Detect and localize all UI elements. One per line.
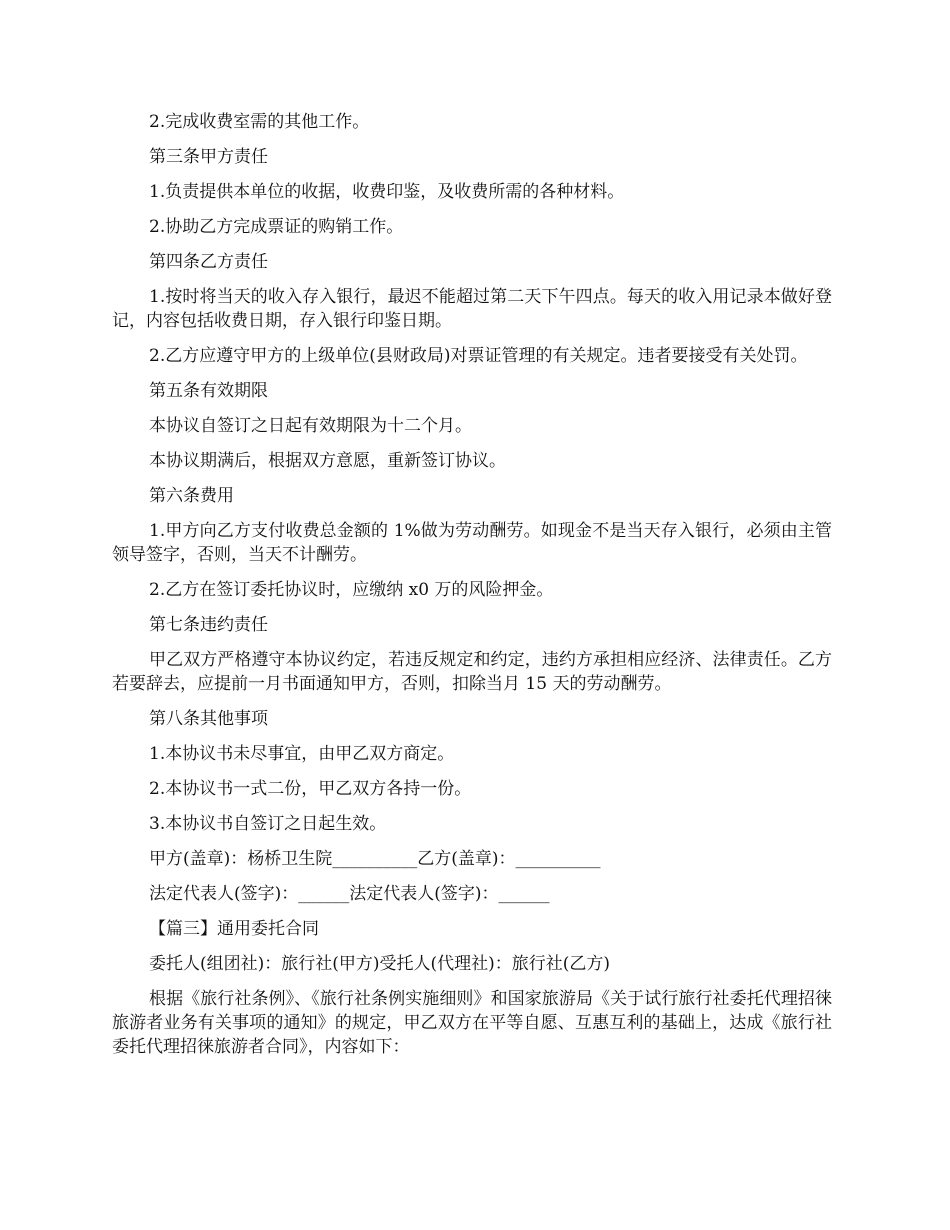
signature-line: 法定代表人(签字)：______法定代表人(签字)：______ — [149, 884, 550, 904]
paragraph: 1.负责提供本单位的收据，收费印鉴，及收费所需的各种材料。 — [149, 182, 625, 202]
section-heading: 第八条其他事项 — [149, 709, 268, 729]
section-heading: 第七条违约责任 — [149, 615, 268, 635]
paragraph: 3.本协议书自签订之日起生效。 — [149, 814, 387, 834]
section-heading: 第六条费用 — [149, 486, 234, 506]
section-heading: 第三条甲方责任 — [149, 147, 268, 167]
paragraph: 2.协助乙方完成票证的购销工作。 — [149, 217, 404, 237]
paragraph: 2.乙方应遵守甲方的上级单位(县财政局)对票证管理的有关规定。违者要接受有关处罚。 — [149, 346, 808, 366]
paragraph: 本协议自签订之日起有效期限为十二个月。 — [149, 416, 472, 436]
section-title: 【篇三】通用委托合同 — [149, 919, 319, 939]
section-heading: 第五条有效期限 — [149, 381, 268, 401]
paragraph: 2.乙方在签订委托协议时，应缴纳 x0 万的风险押金。 — [149, 580, 554, 600]
paragraph: 1.甲方向乙方支付收费总金额的 1%做为劳动酬劳。如现金不是当天存入银行，必须由主管领导签字，否则，当天不计酬劳。 — [112, 521, 832, 565]
signature-line: 甲方(盖章)：杨桥卫生院__________乙方(盖章)：__________ — [149, 849, 601, 869]
paragraph: 根据《旅行社条例》、《旅行社条例实施细则》和国家旅游局《关于试行旅行社委托代理招徕旅游者业务有关事项的通知》的规定，甲乙双方在平等自愿、互惠互利的基础上，达成《旅行社委托代理招徕旅游者合同》，内容如下： — [112, 989, 832, 1057]
paragraph: 2.本协议书一式二份，甲乙双方各持一份。 — [149, 779, 472, 799]
parties-line: 委托人(组团社)：旅行社(甲方)受托人(代理社)：旅行社(乙方) — [149, 954, 611, 974]
document-body — [112, 110, 832, 1070]
paragraph: 甲乙双方严格遵守本协议约定，若违反规定和约定，违约方承担相应经济、法律责任。乙方若要辞去，应提前一月书面通知甲方，否则，扣除当月 15 天的劳动酬劳。 — [112, 650, 832, 694]
paragraph: 1.按时将当天的收入存入银行，最迟不能超过第二天下午四点。每天的收入用记录本做好登记，内容包括收费日期，存入银行印鉴日期。 — [112, 287, 832, 331]
paragraph: 2.完成收费室需的其他工作。 — [149, 112, 370, 132]
section-heading: 第四条乙方责任 — [149, 252, 268, 272]
paragraph: 1.本协议书未尽事宜，由甲乙双方商定。 — [149, 744, 455, 764]
paragraph: 本协议期满后，根据双方意愿，重新签订协议。 — [149, 451, 506, 471]
